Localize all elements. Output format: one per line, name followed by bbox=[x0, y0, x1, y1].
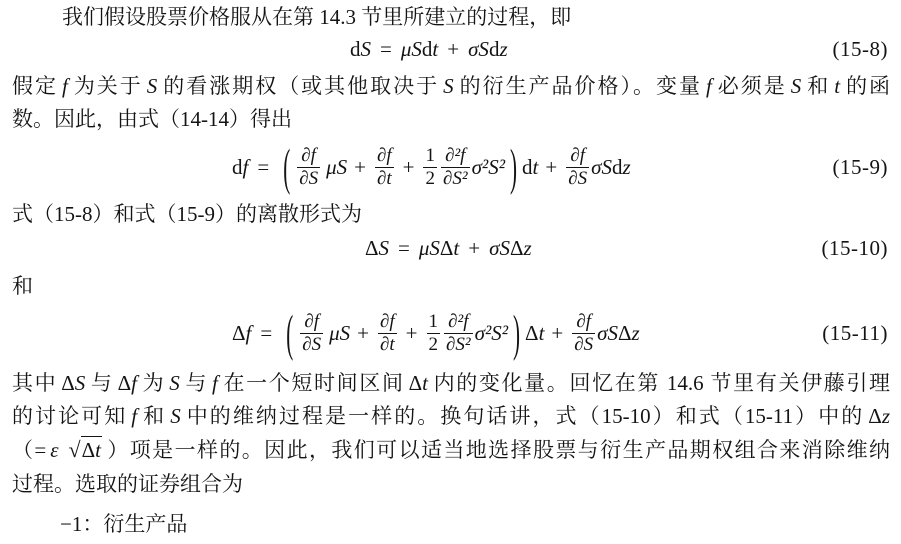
fraction-one-half bbox=[423, 145, 437, 190]
fraction-df-dS bbox=[300, 311, 323, 356]
delta-symbol: Δ bbox=[365, 236, 379, 260]
equals-sign: = bbox=[260, 321, 273, 345]
body-line-7 bbox=[12, 403, 890, 429]
math-delta-t bbox=[409, 371, 428, 395]
math-variable-S: S bbox=[170, 404, 181, 428]
delta-symbol: Δ bbox=[61, 371, 75, 395]
numerator: 1 bbox=[425, 144, 435, 166]
denominator: ∂S² bbox=[442, 167, 468, 189]
math-variable-S: S bbox=[790, 74, 802, 98]
equation-15-10 bbox=[365, 235, 532, 261]
fraction-df-dt bbox=[378, 311, 397, 356]
text-segment: 的衍生产品价格）。变量 bbox=[457, 74, 702, 98]
equation-15-9 bbox=[232, 137, 631, 197]
fraction-df-dt bbox=[375, 145, 394, 190]
body-line-1: 我们假设股票价格服从在第 14.3 节里所建立的过程，即 bbox=[62, 5, 572, 29]
text-segment: ）项是一样的。因此，我们可以适当地选择股票与衍生产品期权组合来消除维纳 bbox=[105, 438, 891, 462]
denominator: 2 bbox=[425, 167, 435, 189]
text-segment: 的讨论可知 bbox=[12, 404, 128, 428]
numerator: ∂f bbox=[379, 310, 395, 332]
differential-d: d bbox=[488, 37, 500, 61]
plus-sign: + bbox=[357, 321, 369, 345]
body-line-2 bbox=[12, 73, 890, 99]
differential-d: d bbox=[611, 155, 623, 179]
math-variable-f: f bbox=[131, 404, 138, 428]
delta-symbol: Δ bbox=[868, 404, 882, 428]
equation-number-15-8: (15-8) bbox=[832, 37, 888, 61]
math-variable-t: t bbox=[95, 438, 101, 462]
numerator: 1 bbox=[428, 310, 438, 332]
text-segment: 和 bbox=[805, 74, 831, 98]
equation-number-15-9: (15-9) bbox=[832, 155, 888, 179]
term-sigma-S: σS bbox=[468, 37, 489, 61]
differential-d: d bbox=[522, 155, 533, 179]
fraction-df-dS bbox=[297, 145, 320, 190]
delta-symbol: Δ bbox=[618, 321, 632, 345]
term-mu-S: μS bbox=[418, 236, 440, 260]
denominator: ∂t bbox=[379, 333, 395, 355]
fraction-df-dS bbox=[566, 145, 589, 190]
numerator: ∂f bbox=[300, 311, 323, 334]
text-segment: 的看涨期权（或其他取决于 bbox=[161, 74, 440, 98]
math-variable-epsilon: ε bbox=[50, 438, 59, 462]
math-variable-f: f bbox=[131, 371, 137, 395]
delta-symbol: Δ bbox=[408, 371, 423, 395]
term-sigma2-S2: σ²S² bbox=[474, 321, 509, 345]
radicand bbox=[81, 436, 102, 462]
term-sigma-S: σS bbox=[597, 321, 618, 345]
plus-sign: + bbox=[354, 155, 366, 179]
text-segment: 和 bbox=[141, 404, 167, 428]
denominator: 2 bbox=[428, 333, 438, 355]
fraction-one-half bbox=[427, 311, 441, 356]
right-parenthesis: ) bbox=[513, 304, 521, 362]
equation-number-15-10: (15-10) bbox=[821, 236, 888, 260]
math-variable-f: f bbox=[242, 155, 249, 179]
text-segment: 与 bbox=[89, 371, 114, 395]
equals-sign: = bbox=[380, 37, 392, 61]
denominator: ∂S bbox=[302, 333, 322, 355]
body-line-9: 过程。选取的证券组合为 bbox=[12, 472, 243, 496]
math-variable-f: f bbox=[61, 74, 68, 98]
math-variable-f: f bbox=[245, 321, 252, 345]
delta-symbol: Δ bbox=[525, 321, 539, 345]
plus-sign: + bbox=[468, 236, 481, 260]
text-segment: 与 bbox=[183, 371, 208, 395]
plus-sign: + bbox=[447, 37, 460, 61]
math-variable-S: S bbox=[378, 236, 390, 260]
delta-symbol: Δ bbox=[232, 321, 246, 345]
text-segment: 假定 bbox=[12, 74, 58, 98]
math-variable-S: S bbox=[443, 74, 454, 98]
fraction-d2f-dS2 bbox=[441, 145, 470, 190]
denominator: ∂S bbox=[568, 167, 588, 189]
text-segment: 的函 bbox=[844, 74, 891, 98]
body-line-4: 式（15-8）和式（15-9）的离散形式为 bbox=[12, 202, 362, 226]
math-variable-f: f bbox=[705, 74, 712, 98]
equals-sign: = bbox=[257, 155, 270, 179]
term-mu-S: μS bbox=[326, 155, 348, 179]
left-parenthesis: ( bbox=[286, 304, 294, 362]
math-variable-t: t bbox=[453, 236, 460, 260]
denominator: ∂S bbox=[574, 333, 594, 355]
equation-15-8 bbox=[350, 36, 508, 62]
radical-sign: √ bbox=[68, 437, 81, 462]
delta-symbol: Δ bbox=[439, 236, 454, 260]
denominator: ∂S bbox=[299, 167, 319, 189]
math-variable-z: z bbox=[881, 404, 890, 428]
text-segment: 在一个短时间区间 bbox=[221, 371, 405, 395]
math-variable-t: t bbox=[422, 371, 428, 395]
numerator: ∂f bbox=[297, 145, 320, 168]
math-variable-t: t bbox=[834, 74, 841, 98]
text-segment: （= bbox=[12, 438, 47, 462]
term-sigma-S: σS bbox=[591, 155, 612, 179]
math-variable-z: z bbox=[499, 37, 508, 61]
equation-15-11 bbox=[232, 303, 640, 363]
plus-sign: + bbox=[405, 321, 418, 345]
equation-number-15-11: (15-11) bbox=[822, 321, 888, 345]
text-segment: 为关于 bbox=[71, 74, 143, 98]
math-variable-S: S bbox=[360, 37, 371, 61]
portfolio-item-derivative: −1：衍生产品 bbox=[60, 512, 188, 536]
differential-d: d bbox=[232, 155, 243, 179]
math-variable-z: z bbox=[631, 321, 640, 345]
denominator: ∂t bbox=[376, 167, 392, 189]
text-segment: 内的变化量。回忆在第 14.6 节里有关伊藤引理 bbox=[431, 371, 891, 395]
delta-symbol: Δ bbox=[81, 438, 96, 462]
math-variable-S: S bbox=[74, 371, 86, 395]
square-root-delta-t bbox=[69, 438, 102, 462]
term-sigma2-S2: σ²S² bbox=[471, 155, 506, 179]
text-segment: 其中 bbox=[12, 371, 58, 395]
math-variable-S: S bbox=[169, 371, 180, 395]
differential-d: d bbox=[350, 37, 361, 61]
math-delta-S bbox=[61, 371, 85, 395]
math-variable-z: z bbox=[523, 236, 532, 260]
numerator: ∂f bbox=[572, 311, 595, 334]
text-segment: 中的维纳过程是一样的。换句话讲，式（15-10）和式（15-11）中的 bbox=[184, 404, 865, 428]
right-parenthesis: ) bbox=[510, 138, 518, 196]
text-segment: 必须是 bbox=[715, 74, 787, 98]
body-line-6 bbox=[12, 370, 890, 396]
plus-sign: + bbox=[402, 155, 415, 179]
numerator: ∂f bbox=[376, 144, 392, 166]
term-sigma-S: σS bbox=[489, 236, 510, 260]
differential-d: d bbox=[421, 37, 433, 61]
plus-sign: + bbox=[545, 155, 558, 179]
math-variable-t: t bbox=[532, 155, 539, 179]
equals-sign: = bbox=[398, 236, 410, 260]
body-line-5: 和 bbox=[12, 274, 33, 298]
body-line-8 bbox=[12, 437, 890, 463]
math-delta-f bbox=[118, 371, 137, 395]
math-variable-z: z bbox=[622, 155, 631, 179]
math-variable-t: t bbox=[432, 37, 439, 61]
plus-sign: + bbox=[551, 321, 564, 345]
left-parenthesis: ( bbox=[283, 138, 291, 196]
math-variable-S: S bbox=[146, 74, 158, 98]
math-variable-f: f bbox=[212, 371, 218, 395]
denominator: ∂S² bbox=[446, 333, 471, 355]
fraction-df-dS bbox=[572, 311, 595, 356]
numerator: ∂f bbox=[566, 145, 589, 168]
term-mu-S: μS bbox=[400, 37, 422, 61]
delta-symbol: Δ bbox=[117, 371, 132, 395]
fraction-d2f-dS2 bbox=[444, 311, 473, 356]
term-mu-S: μS bbox=[329, 321, 351, 345]
numerator: ∂²f bbox=[441, 145, 470, 168]
text-segment: 为 bbox=[140, 371, 166, 395]
delta-symbol: Δ bbox=[509, 236, 524, 260]
math-delta-z bbox=[868, 404, 890, 428]
numerator: ∂²f bbox=[444, 311, 473, 334]
body-line-3: 数。因此，由式（14-14）得出 bbox=[12, 107, 292, 131]
math-variable-t: t bbox=[538, 321, 545, 345]
